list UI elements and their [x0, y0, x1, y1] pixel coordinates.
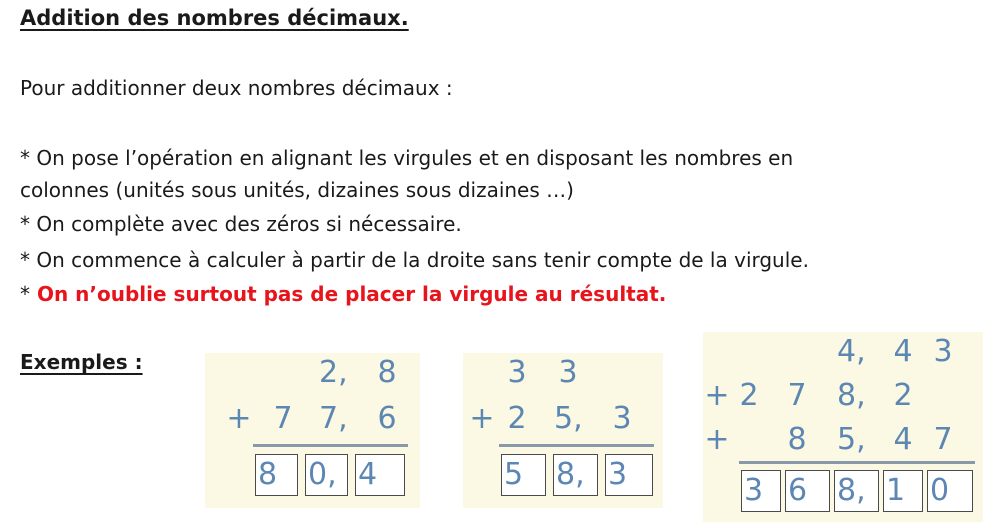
rule-line-3: * On complète avec des zéros si nécessaire.	[20, 212, 462, 236]
digit-cell: 5,	[554, 401, 583, 436]
sum-line	[499, 444, 654, 447]
result-digit-box: 1	[883, 470, 923, 512]
plus-sign: +	[469, 401, 495, 436]
result-digit-box: 6	[785, 470, 830, 512]
sum-line	[739, 461, 975, 464]
result-digit-box: 8,	[553, 454, 598, 496]
digit-cell: 4	[893, 334, 913, 369]
bullet-star: *	[20, 282, 30, 306]
digit-cell: 7	[787, 378, 807, 413]
digit-cell: 8	[377, 355, 397, 390]
digit-cell: 4	[893, 422, 913, 457]
result-digit-box: 0,	[305, 454, 348, 496]
digit-cell: 3	[612, 401, 632, 436]
plus-sign: +	[704, 422, 730, 457]
plus-sign: +	[226, 401, 252, 436]
page-title: Addition des nombres décimaux.	[20, 6, 409, 30]
highlight-rule-text: On n’oublie surtout pas de placer la virgule au résultat.	[36, 282, 667, 306]
example-2	[463, 353, 663, 508]
digit-cell: 6	[377, 401, 397, 436]
rule-line-2: colonnes (unités sous unités, dizaines sous dizaines …)	[20, 178, 574, 202]
digit-cell: 7,	[319, 401, 348, 436]
digit-cell: 8	[787, 422, 807, 457]
digit-cell: 5,	[837, 422, 866, 457]
result-digit-box: 0	[927, 470, 973, 512]
digit-cell: 2,	[319, 355, 348, 390]
rule-line-highlight	[20, 282, 666, 306]
digit-cell: 3	[507, 355, 527, 390]
examples-label: Exemples :	[20, 350, 143, 374]
digit-cell: 7	[933, 422, 953, 457]
digit-cell: 2	[739, 378, 759, 413]
result-digit-box: 3	[605, 454, 653, 496]
digit-cell: 4,	[837, 334, 866, 369]
result-digit-box: 5	[501, 454, 546, 496]
intro-text: Pour additionner deux nombres décimaux :	[20, 76, 453, 100]
result-digit-box: 3	[741, 470, 781, 512]
example-3	[703, 332, 983, 522]
rule-line-4: * On commence à calculer à partir de la droite sans tenir compte de la virgule.	[20, 248, 809, 272]
digit-cell: 3	[558, 355, 578, 390]
result-digit-box: 4	[355, 454, 405, 496]
digit-cell: 8,	[837, 378, 866, 413]
result-digit-box: 8	[255, 454, 298, 496]
plus-sign: +	[704, 378, 730, 413]
result-digit-box: 8,	[834, 470, 879, 512]
rule-line-1: * On pose l’opération en alignant les virgules et en disposant les nombres en	[20, 146, 794, 170]
example-1	[205, 353, 420, 508]
digit-cell: 2	[507, 401, 527, 436]
digit-cell: 3	[933, 334, 953, 369]
sum-line	[253, 444, 408, 447]
digit-cell: 7	[273, 401, 293, 436]
digit-cell: 2	[893, 378, 913, 413]
